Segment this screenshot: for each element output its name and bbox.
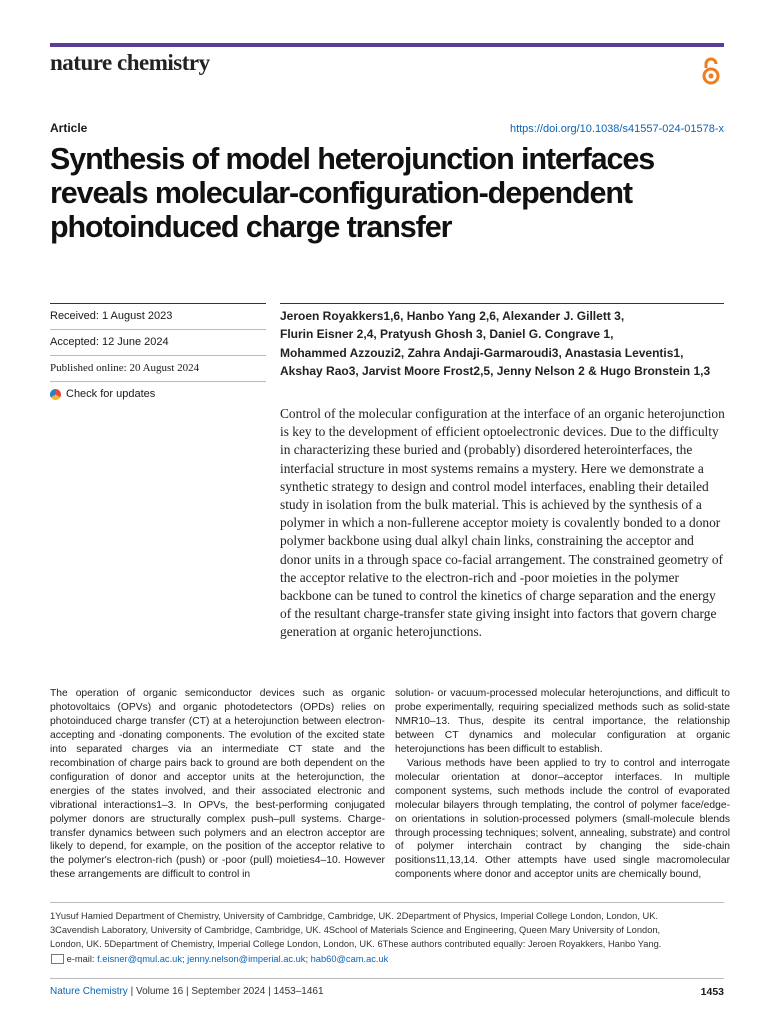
author-line: Jeroen Royakkers1,6, Hanbo Yang 2,6, Alexander J. Gillett 3, — [280, 309, 625, 323]
author-line: Mohammed Azzouzi2, Zahra Andaji-Garmaroudi3, Anastasia Leventis1, — [280, 345, 684, 360]
email-link[interactable]: f.eisner@qmul.ac.uk — [97, 953, 182, 964]
affiliation-line: London, UK. 5Department of Chemistry, Imperial College London, London, UK. 6These authors contributed equally: Jeroen Royakkers, Hanbo Yang. — [50, 939, 662, 950]
published-date: Published online: 20 August 2024 — [50, 356, 266, 382]
page-number: 1453 — [700, 986, 724, 998]
footer-issue: | Volume 16 | September 2024 | 1453–1461 — [130, 986, 324, 997]
check-updates-icon — [50, 389, 61, 400]
open-access-icon — [700, 56, 722, 86]
email-link[interactable]: jenny.nelson@imperial.ac.uk — [187, 953, 306, 964]
affiliation-line: 3Cavendish Laboratory, University of Cambridge, Cambridge, UK. 4School of Materials Science and Engineering, Queen Mary University of London, — [50, 925, 661, 936]
abstract: Control of the molecular configuration at the interface of an organic heterojunction is key to the development of efficient optoelectronic devices. Due to the difficulty in characterizing these buried and (probably) disordered heterointerfaces, the interfacial structure in most systems remains a mystery. Here we demonstrate a synthetic strategy to design and control model interfaces, enabling their detailed study in isolation from the bulk material. This is achieved by the synthesis of a polymer in which a non-fullerene acceptor moiety is covalently bonded to a donor polymer backbone using dual alkyl chain links, constraining the acceptor and donor units in a through space co-facial arrangement. The constrained geometry of the acceptor relative to the electron-rich and -poor moieties in the polymer backbone can be tuned to control the kinetics of charge separation and the energy of the resultant charge-transfer state giving insight into factors that govern charge generation at organic heterojunctions. — [280, 406, 725, 640]
check-for-updates-button[interactable] — [50, 382, 266, 407]
affiliation-line: 1Yusuf Hamied Department of Chemistry, University of Cambridge, Cambridge, UK. 2Department of Physics, Imperial College London, London, UK. — [50, 911, 659, 921]
body-column-right — [395, 687, 730, 882]
body-paragraph: Various methods have been applied to try to control and interrogate molecular orientation at donor–acceptor interfaces. In multiple component systems, such methods include the control of evaporated molecular bilayers through templating, the control of polymer face/edge-on orientations in solution-processed polymers (small-molecule blends through processing techniques; solvent, annealing, substrate) and control of polymer interchain contract by changing the side-chain positions11,13,14. Other attempts have used single macromolecular components where donor and acceptor units are chemically bound, — [395, 757, 730, 881]
body-paragraph: solution- or vacuum-processed molecular heterojunctions, and difficult to probe experimentally, requiring specialized methods such as solid-state NMR10–13. Thus, despite its central importance, the relationship between CT dynamics and molecular configuration at organic heterojunctions has been difficult to establish. — [395, 688, 730, 755]
email-line: e-mail: f.eisner@qmul.ac.uk; jenny.nelson@imperial.ac.uk; hab60@cam.ac.uk — [50, 952, 724, 966]
body-paragraph: The operation of organic semiconductor devices such as organic photovoltaics (OPVs) and organic photodetectors (OPDs) relies on photoinduced charge transfer (CT) at a heterojunction between electron-accepting and -donating components. The evolution of the excited state into separated charges via an intermediate CT state and the recombination of charge pairs back to ground are both dependent on the configuration of donor and acceptor units at the heterojunction, the energies of the states involved, and their associated electronic and vibrational interactions1–3. In OPVs, the best-performing conjugated polymer donors are structurally complex push–pull systems. Charge-transfer dynamics between such polymers and an electron acceptor are likely to depend, for example, on the position of the acceptor relative to the polymer's electron-rich (push) or -poor (pull) moieties4–10. However these arrangements are difficult to control in — [50, 688, 385, 881]
body-column-left — [50, 687, 385, 882]
author-line: Akshay Rao3, Jarvist Moore Frost2,5, Jenny Nelson 2 & Hugo Bronstein 1,3 — [280, 363, 711, 378]
doi-link[interactable]: https://doi.org/10.1038/s41557-024-01578-x — [509, 123, 724, 135]
email-label: e-mail: — [66, 953, 95, 964]
affiliations-divider — [50, 902, 724, 903]
article-title: Synthesis of model heterojunction interfaces reveals molecular-configuration-dependent photoinduced charge transfer — [50, 142, 655, 244]
footer-divider — [50, 978, 724, 979]
article-type: Article — [50, 121, 88, 135]
check-updates-label: Check for updates — [66, 388, 156, 400]
article-history — [50, 303, 266, 407]
received-date: Received: 1 August 2023 — [50, 304, 266, 330]
affiliations — [50, 909, 724, 966]
envelope-icon — [51, 954, 64, 964]
accepted-date: Accepted: 12 June 2024 — [50, 330, 266, 356]
footer-citation — [50, 986, 324, 997]
journal-name: nature chemistry — [50, 50, 210, 75]
journal-header-bar — [50, 43, 724, 47]
author-list — [280, 307, 730, 380]
email-link[interactable]: hab60@cam.ac.uk — [310, 953, 389, 964]
authors-divider — [280, 303, 724, 304]
author-line: Flurin Eisner 2,4, Pratyush Ghosh 3, Daniel G. Congrave 1, — [280, 327, 614, 342]
footer-journal-link[interactable]: Nature Chemistry — [50, 986, 128, 997]
